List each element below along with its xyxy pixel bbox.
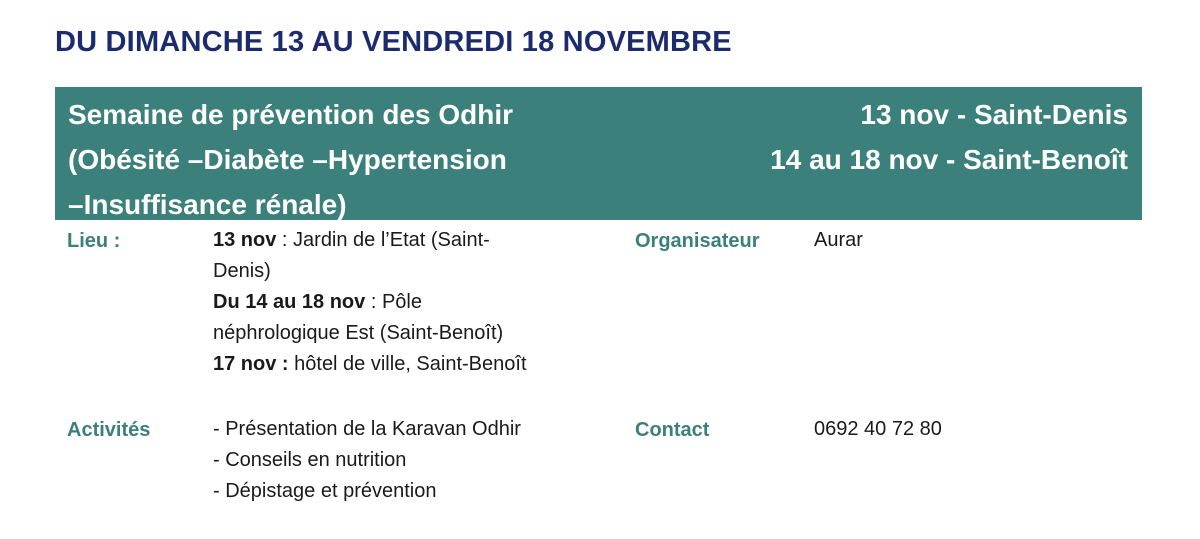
event-title-line: –Insuffisance rénale): [68, 189, 347, 220]
event-title-line: Semaine de prévention des Odhir: [68, 99, 514, 130]
page-heading: DU DIMANCHE 13 AU VENDREDI 18 NOVEMBRE: [55, 26, 732, 58]
activite-item: - Présentation de la Karavan Odhir: [213, 418, 521, 440]
activites-list: [213, 414, 521, 507]
organisateur-label: Organisateur: [635, 230, 760, 252]
event-banner: [55, 87, 1142, 220]
activite-item: - Conseils en nutrition: [213, 449, 407, 471]
event-title: [68, 92, 648, 227]
lieu-line: [213, 287, 527, 318]
contact-phone: 0692 40 72 80: [814, 418, 942, 440]
activite-item: - Dépistage et prévention: [213, 480, 437, 502]
lieu-line-date: Du 14 au 18 nov: [213, 291, 366, 313]
event-date-line: 14 au 18 nov - Saint-Benoît: [770, 144, 1128, 175]
event-dates: [770, 92, 1128, 182]
lieu-line-date: 17 nov :: [213, 353, 289, 375]
lieu-value: [213, 225, 527, 380]
lieu-line: [213, 256, 527, 287]
event-title-line: (Obésité –Diabète –Hypertension: [68, 144, 507, 175]
contact-label: Contact: [635, 419, 710, 441]
event-date-line: 13 nov - Saint-Denis: [860, 99, 1128, 130]
lieu-line-text: hôtel de ville, Saint-Benoît: [288, 353, 527, 375]
activites-label: Activités: [67, 419, 151, 441]
lieu-line-text: Denis): [213, 260, 271, 282]
lieu-line: [213, 225, 527, 256]
lieu-line-text: : Pôle: [365, 291, 422, 313]
organisateur-value: Aurar: [814, 229, 863, 251]
lieu-line: [213, 318, 527, 349]
lieu-line-text: néphrologique Est (Saint-Benoît): [213, 322, 504, 344]
lieu-line-text: : Jardin de l’Etat (Saint-: [276, 229, 490, 251]
lieu-line-date: 13 nov: [213, 229, 277, 251]
lieu-label: Lieu :: [67, 230, 121, 252]
lieu-line: [213, 349, 527, 380]
